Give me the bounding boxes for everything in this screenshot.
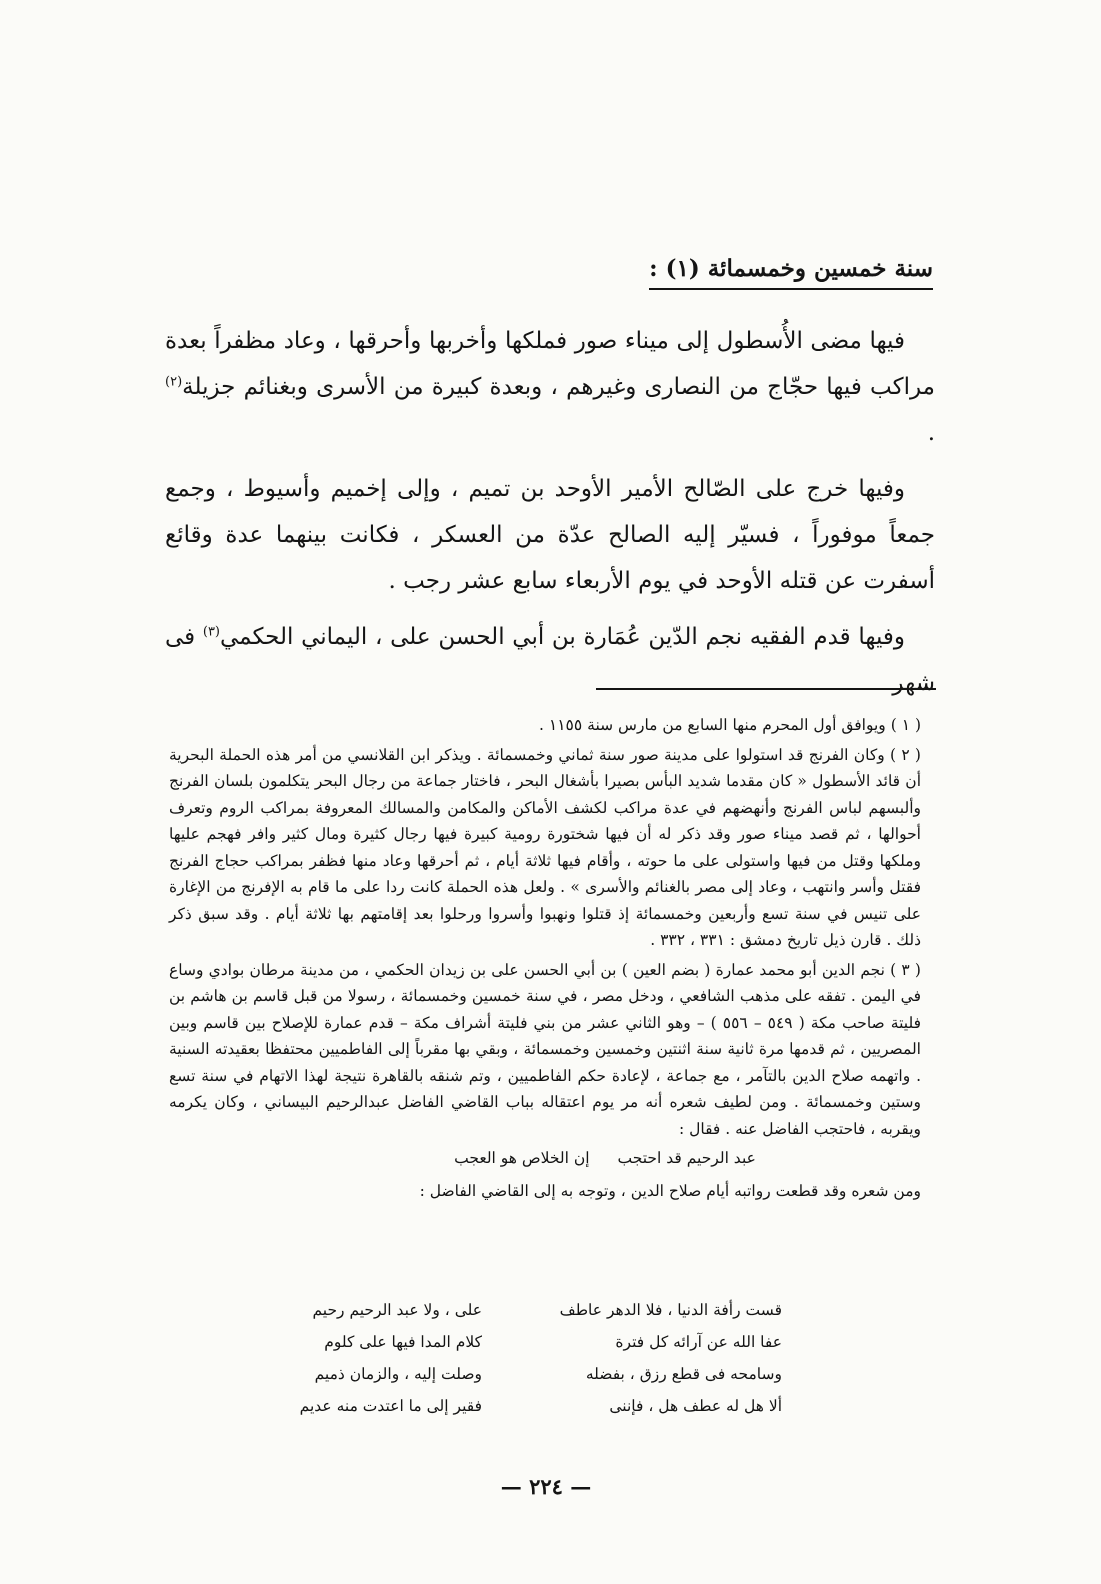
paragraph-2: وفيها خرج على الصّالح الأمير الأوحد بن تميم ، وإلى إخميم وأسيوط ، وجمع جمعاً موفوراً ، فسيّر إليه الصالح عدّة من العسكر ، فكانت بينهما عدة وقائع أسفرت عن قتله الأوحد في يوم الأربعاء سابع عشر رجب . [165,476,935,594]
footnote-3: ( ٣ ) نجم الدين أبو محمد عمارة ( بضم العين ) بن أبي الحسن على بن زيدان الحكمي ، من مدينة مرطان بوادي وساع في اليمن . تفقه على مذهب الشافعي ، ودخل مصر ، في سنة خمسين وخمسمائة ، رسولا من قبل قاسم بن هاشم بن فليتة صاحب مكة ( ٥٤٩ – ٥٥٦ ) – وهو الثاني عشر من بني فليتة أشراف مكة – قدم عمارة للإصلاح بين قاسم وبين المصريين ، ثم قدمها مرة ثانية سنة اثنتين وخمسين وخمسمائة ، وبقي بها مقرباً إلى الفاطميين محتفظا بعقيدته السنية . واتهمه صلاح الدين بالتآمر ، مع جماعة ، لإعادة حكم الفاطميين ، وتم شنقه بالقاهرة نتيجة لهذا الاتهام في سنة تسع وستين وخمسمائة . ومن لطيف شعره أنه مر يوم اعتقاله بباب القاضي الفاضل عبدالرحيم البيساني ، وكان يكرمه ويقربه ، فاحتجب الفاضل عنه . فقال : [169,960,921,1138]
footnote-separator [596,688,936,690]
footnotes [169,712,921,1207]
paragraph-1-text: فيها مضى الأُسطول إلى ميناء صور فملكها وأخربها وأحرقها ، وعاد مظفراً بعدة مراكب فيها حجّاج من النصارى وغيرهم ، وبعدة كبيرة من الأسرى وبغنائم جزيلة [165,328,935,400]
paragraph-1 [165,318,935,456]
poem-line [222,1326,782,1358]
paragraph-3-text: وفيها قدم الفقيه نجم الدّين عُمَارة بن أبي الحسن على ، اليماني الحكمي [220,624,905,650]
paragraph-3 [165,614,935,706]
poem-hemistich-second: كلام المدا فيها على كلوم [324,1333,482,1351]
footnote-ref-2: (٢) [165,374,183,390]
poem-hemistich-second: وصلت إليه ، والزمان ذميم [314,1365,482,1383]
poem-hemistich-first: عفا الله عن آرائه كل فترة [615,1333,782,1351]
poem-line [222,1294,782,1326]
poem-line [222,1358,782,1390]
footnote-1: ( ١ ) ويوافق أول المحرم منها السابع من مارس سنة ١١٥٥ . [539,716,921,734]
paragraph-1-end: . [927,420,935,446]
section-heading: سنة خمسين وخمسمائة (١) : [649,255,933,290]
paragraph-3-end: فى شهر [165,624,935,696]
page-number: — ٢٢٤ — [500,1474,592,1499]
poem-hemistich-first: ألا هل له عطف هل ، فإننى [609,1397,782,1415]
poem-hemistich-first: قست رأفة الدنيا ، فلا الدهر عاطف [559,1301,782,1319]
main-text [165,318,935,716]
poem-hemistich-second: فقير إلى ما اعتدت منه عديم [299,1397,482,1415]
footnote-2: ( ٢ ) وكان الفرنج قد استولوا على مدينة صور سنة ثماني وخمسمائة . ويذكر ابن القلانسي من أمر هذه الحملة البحرية أن قائد الأسطول « كان مقدما شديد البأس بصيرا بأشغال البحر ، فاختار جماعة من رجال البحر يتكلمون بلسان الفرنج وألبسهم لباس الفرنج وأنهضهم في عدة مراكب لكشف الأماكن والمكامن والمسالك المعروفة بمراكب الروم وتعرف أحوالها ، ثم قصد ميناء صور وقد ذكر له أن فيها شختورة رومية كبيرة فيها رجال كثيرة ومال كثير وافر فهجم عليها وملكها وقتل من فيها واستولى على ما حوته ، وأقام فيها ثلاثة أيام ، ثم أحرقها وعاد منها فظفر بمراكب حجاج الفرنج فقتل وأسر وانتهب ، وعاد إلى مصر بالغنائم والأسرى » . ولعل هذه الحملة كانت ردا على ما قام به الإفرنج من الإغارة على تنيس في سنة تسع وأربعين وخمسمائة إذ قتلوا ونهبوا وأسروا ورحلوا بعد إقامتهم بها ثلاثة أيام . وقد سبق ذكر ذلك . قارن ذيل تاريخ دمشق : ٣٣١ ، ٣٣٢ . [169,745,921,949]
footnote-verse [169,1145,921,1172]
poem-hemistich-first: وسامحه فى قطع رزق ، بفضله [585,1365,782,1383]
poem-intro: ومن شعره وقد قطعت رواتبه أيام صلاح الدين ، وتوجه به إلى القاضي الفاضل : [419,1181,921,1200]
poem-line [222,1390,782,1422]
footnote-ref-3: (٣) [202,624,220,640]
verse-first-half: عبد الرحيم قد احتجب [617,1149,756,1167]
verse-second-half: إن الخلاص هو العجب [454,1149,590,1167]
poem-hemistich-second: على ، ولا عبد الرحيم رحيم [312,1301,482,1319]
poem [222,1294,782,1422]
